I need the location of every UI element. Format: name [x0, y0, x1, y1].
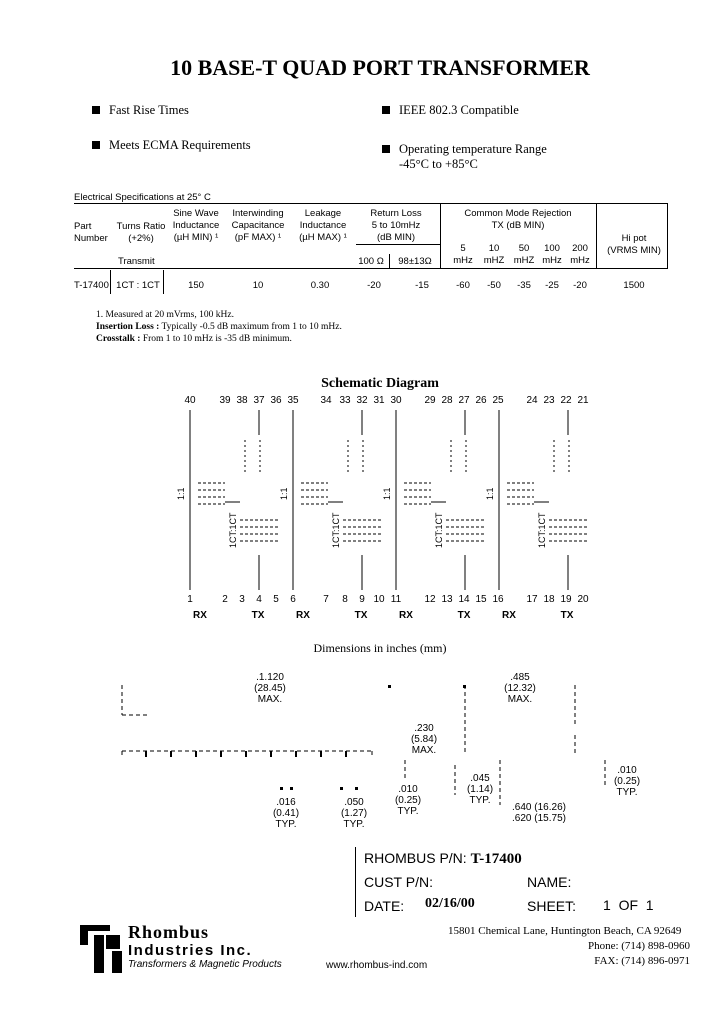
cell-rl-100: -20 [367, 280, 381, 291]
dim-length: .1.120 (28.45) MAX. [254, 672, 286, 705]
pin-number: 25 [492, 395, 504, 406]
dim-lead-end: .010 (0.25) TYP. [613, 765, 641, 798]
ratio-label: 1:1 [176, 487, 186, 500]
hdr-turns: Turns Ratio (+2%) [116, 221, 166, 244]
dim-lead-width: .016 (0.41) TYP. [272, 797, 300, 830]
hdr-cmr-freq: 50 mHZ [513, 243, 535, 266]
company-logo-icon [80, 925, 124, 973]
company-phone: Phone: (714) 898-0960 [587, 940, 690, 952]
hdr-interwinding: Interwinding Capacitance (pF MAX) ¹ [231, 208, 285, 243]
pin-number: 6 [290, 594, 296, 605]
bullet-icon [382, 106, 390, 114]
port-label: TX [560, 610, 574, 620]
cell-part: T-17400 [74, 280, 109, 291]
ratio-label: 1CT:1CT [331, 512, 341, 548]
dimensions-title: Dimensions in inches (mm) [313, 641, 447, 655]
ratio-label: 1CT:1CT [228, 512, 238, 548]
sheet-value: 1 OF 1 [603, 897, 654, 913]
bullet-icon [382, 145, 390, 153]
pin-number: 17 [526, 594, 538, 605]
pin-number: 26 [475, 395, 487, 406]
sheet-label: SHEET: [527, 898, 577, 914]
cell-turns: 1CT : 1CT [116, 280, 160, 291]
pin-number: 13 [441, 594, 453, 605]
feature-item: Operating temperature Range -45°C to +85°C [382, 142, 547, 172]
company-name-2: Industries Inc. [128, 942, 253, 959]
pin-number: 24 [526, 395, 538, 406]
bullet-icon [92, 141, 100, 149]
pin-number: 9 [359, 594, 365, 605]
pin-number: 22 [560, 395, 572, 406]
port-label: RX [502, 610, 516, 620]
cell-cmr: -50 [487, 280, 501, 291]
hdr-sine: Sine Wave Inductance (µH MIN) ¹ [172, 208, 220, 243]
feature-item: IEEE 802.3 Compatible [382, 103, 519, 118]
hdr-return-loss: Return Loss 5 to 10mHz (dB MIN) [370, 208, 422, 243]
pin-number: 21 [577, 395, 589, 406]
hdr-leakage: Leakage Inductance (µH MAX) ¹ [299, 208, 347, 243]
hdr-cmr-freq: 5 mHz [453, 243, 473, 266]
pin-number: 27 [458, 395, 470, 406]
pin-number: 5 [273, 594, 279, 605]
pin-number: 31 [373, 395, 385, 406]
port-label: TX [354, 610, 368, 620]
pin-number: 8 [342, 594, 348, 605]
ratio-label: 1:1 [382, 487, 392, 500]
ratio-label: 1:1 [485, 487, 495, 500]
cell-hipot: 1500 [623, 280, 645, 291]
pin-number: 15 [475, 594, 487, 605]
schematic-drawing [170, 390, 610, 620]
hdr-transmit: Transmit [118, 256, 155, 267]
port-label: TX [251, 610, 265, 620]
pin-number: 36 [270, 395, 282, 406]
schematic-diagram [170, 390, 610, 620]
cell-cmr: -20 [573, 280, 587, 291]
pin-number: 2 [222, 594, 228, 605]
port-label: RX [399, 610, 413, 620]
date-value: 02/16/00 [425, 896, 475, 911]
table-rule [389, 254, 390, 268]
company-name-1: Rhombus [128, 922, 210, 942]
pin-number: 23 [543, 395, 555, 406]
hdr-rl-100: 100 Ω [358, 256, 384, 267]
pin-number: 28 [441, 395, 453, 406]
pin-number: 37 [253, 395, 265, 406]
ratio-label: 1CT:1CT [434, 512, 444, 548]
table-rule [74, 268, 668, 269]
dim-height: .485 (12.32) MAX. [504, 672, 536, 705]
dim-pitch: .050 (1.27) TYP. [340, 797, 368, 830]
ratio-label: 1CT:1CT [537, 512, 547, 548]
pin-number: 14 [458, 594, 470, 605]
port-label: RX [296, 610, 310, 620]
pin-number: 33 [339, 395, 351, 406]
pin-number: 1 [187, 594, 193, 605]
hdr-part: Part Number [74, 221, 108, 244]
titleblock-border [355, 847, 356, 917]
company-fax: FAX: (714) 896-0971 [594, 955, 690, 967]
date-label: DATE: [364, 898, 405, 914]
note-crosstalk: Crosstalk : From 1 to 10 mHz is -35 dB minimum. [96, 334, 292, 344]
pin-number: 40 [184, 395, 196, 406]
note-insertion-loss: Insertion Loss : Typically -0.5 dB maximum from 1 to 10 mHz. [96, 322, 342, 332]
pin-number: 32 [356, 395, 368, 406]
hdr-hipot: Hi pot (VRMS MIN) [607, 233, 661, 256]
bullet-icon [92, 106, 100, 114]
table-rule [74, 203, 668, 204]
pin-number: 34 [320, 395, 332, 406]
table-rule [440, 204, 441, 268]
table-rule [596, 204, 597, 268]
dim-standoff: .045 (1.14) TYP. [466, 773, 494, 806]
pin-number: 30 [390, 395, 402, 406]
page-title: 10 BASE-T QUAD PORT TRANSFORMER [170, 55, 590, 80]
cust-pn-label: CUST P/N: [364, 874, 433, 890]
port-label: TX [457, 610, 471, 620]
table-rule [110, 270, 111, 294]
spec-caption: Electrical Specifications at 25° C [74, 192, 211, 203]
cell-interwinding: 10 [252, 280, 264, 291]
port-label: RX [193, 610, 207, 620]
pin-number: 38 [236, 395, 248, 406]
schematic-title: Schematic Diagram [321, 376, 439, 391]
pin-number: 16 [492, 594, 504, 605]
hdr-rl-98: 98±13Ω [398, 256, 432, 267]
company-address: 15801 Chemical Lane, Huntington Beach, CA 92649 [448, 925, 682, 937]
pin-number: 29 [424, 395, 436, 406]
dim-thickness: .230 (5.84) MAX. [410, 723, 438, 756]
pin-number: 20 [577, 594, 589, 605]
pin-number: 3 [239, 594, 245, 605]
pin-number: 7 [323, 594, 329, 605]
pin-number: 10 [373, 594, 385, 605]
note-1: 1. Measured at 20 mVrms, 100 kHz. [96, 310, 234, 320]
name-label: NAME: [527, 874, 572, 890]
cell-leakage: 0.30 [310, 280, 330, 291]
dim-lead-thickness: .010 (0.25) TYP. [394, 784, 422, 817]
cell-cmr: -35 [517, 280, 531, 291]
rhombus-pn: RHOMBUS P/N: T-17400 [364, 850, 522, 867]
company-tagline: Transformers & Magnetic Products [128, 959, 282, 970]
table-rule [356, 244, 440, 245]
pin-number: 11 [390, 594, 402, 605]
hdr-cmr-freq: 100 mHz [542, 243, 562, 266]
hdr-cmr-freq: 10 mHZ [483, 243, 505, 266]
pin-number: 19 [560, 594, 572, 605]
hdr-cmr-freq: 200 mHz [570, 243, 590, 266]
cell-cmr: -25 [545, 280, 559, 291]
table-rule [667, 204, 668, 268]
hdr-cmr: Common Mode Rejection TX (dB MIN) [464, 208, 572, 231]
pin-number: 18 [543, 594, 555, 605]
cell-rl-98: -15 [415, 280, 429, 291]
cell-sine: 150 [188, 280, 204, 291]
pin-number: 35 [287, 395, 299, 406]
feature-item: Meets ECMA Requirements [92, 138, 251, 153]
pin-number: 39 [219, 395, 231, 406]
ratio-label: 1:1 [279, 487, 289, 500]
dim-span: .640 (16.26) .620 (15.75) [512, 802, 566, 824]
pin-number: 12 [424, 594, 436, 605]
cell-cmr: -60 [456, 280, 470, 291]
company-web: www.rhombus-ind.com [326, 960, 428, 971]
pin-number: 4 [256, 594, 262, 605]
feature-item: Fast Rise Times [92, 103, 189, 118]
